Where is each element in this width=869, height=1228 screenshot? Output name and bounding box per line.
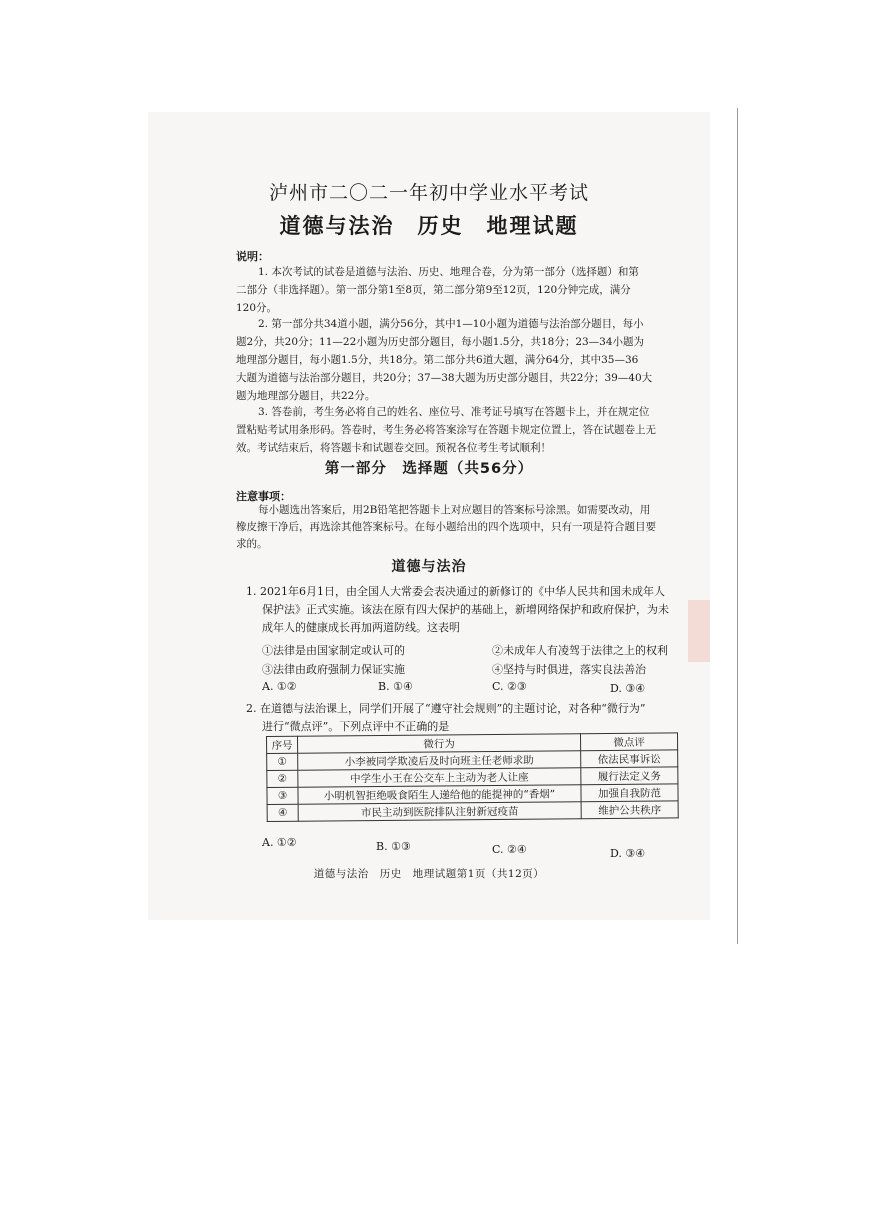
text-line: 求的。 (236, 538, 268, 550)
text-line: 1. 2021年6月1日，由全国人大常委会表决通过的新修订的《中华人民共和国未成年人 (246, 585, 665, 598)
q2-choice-a[interactable]: A. ①② (262, 836, 297, 849)
text-line: 大题为道德与法治部分题目，共20分；37—38大题为历史部分题目，共22分；39—40大 (236, 372, 653, 384)
table-header: 微点评 (580, 733, 677, 751)
text-line: 成年人的健康成长再加两道防线。这表明 (262, 621, 460, 634)
exam-subtitle: 道德与法治 历史 地理试题 (279, 214, 579, 238)
q2-choice-b[interactable]: B. ①③ (376, 840, 411, 853)
exam-title: 泸州市二〇二一年初中学业水平考试 (268, 182, 589, 204)
table-cell: 市民主动到医院排队注射新冠疫苗 (298, 802, 581, 821)
text-line: 2. 在道德与法治课上，同学们开展了“遵守社会规则”的主题讨论，对各种“微行为” (246, 702, 646, 715)
part-one-title: 第一部分 选择题（共56分） (324, 461, 534, 477)
text-line: 保护法》正式实施。该法在原有四大保护的基础上，新增网络保护和政府保护，为未 (262, 603, 669, 616)
q1-choice-b[interactable]: B. ①④ (378, 680, 413, 693)
table-cell: 加强自我防范 (581, 784, 678, 802)
question-1-stem (246, 583, 708, 637)
instruction-paragraph-3 (236, 403, 706, 457)
table-cell: 小李被同学欺凌后及时向班主任老师求助 (298, 751, 581, 770)
page-footer: 道德与法治 历史 地理试题第1页（共12页） (313, 868, 545, 880)
table-cell: ③ (267, 787, 298, 804)
q1-choice-d[interactable]: D. ③④ (610, 682, 646, 695)
table-cell: ② (267, 770, 298, 787)
notice-heading: 注意事项： (236, 490, 291, 503)
table-cell: 维护公共秩序 (581, 801, 678, 819)
instruction-paragraph-1 (236, 263, 706, 317)
text-line: 120分。 (236, 302, 278, 314)
q1-choice-a[interactable]: A. ①② (262, 680, 297, 693)
section-title: 道德与法治 (391, 559, 467, 575)
q2-behavior-table (266, 732, 679, 822)
text-line: 地理部分题目，每小题1.5分，共18分。第二部分共6道大题，满分64分，其中35—36 (236, 354, 639, 366)
table-cell: 中学生小王在公交车上主动为老人让座 (298, 768, 581, 787)
q1-statement-2: ②未成年人有凌驾于法律之上的权利 (492, 644, 668, 657)
text-line: 3. 答卷前，考生务必将自己的姓名、座位号、准考证号填写在答题卡上，并在规定位 (258, 406, 650, 418)
table-row (267, 801, 678, 822)
q1-choice-c[interactable]: C. ②③ (492, 680, 527, 693)
q2-choice-c[interactable]: C. ②④ (492, 843, 527, 856)
q1-statement-1: ①法律是由国家制定或认可的 (262, 644, 405, 657)
table-cell: ④ (267, 804, 298, 821)
text-line: 二部分（非选择题）。第一部分第1至8页，第二部分第9至12页，120分钟完成，满分 (236, 284, 631, 296)
instruction-paragraph-2 (236, 315, 706, 405)
text-line: 每小题选出答案后，用2B铅笔把答题卡上对应题目的答案标号涂黑。如需要改动，用 (258, 504, 651, 516)
text-line: 1. 本次考试的试卷是道德与法治、历史、地理合卷，分为第一部分（选择题）和第 (258, 266, 639, 278)
table-cell: ① (267, 753, 298, 770)
table-cell: 小明机智拒绝吸食陌生人递给他的能提神的“香烟” (298, 785, 581, 804)
table-header: 微行为 (298, 734, 581, 753)
table-header: 序号 (267, 736, 298, 753)
text-line: 置粘贴考试用条形码。答卷时，考生务必将答案涂写在答题卡规定位置上，答在试题卷上无 (236, 424, 656, 436)
question-2-stem (246, 700, 708, 736)
instructions-heading: 说明： (236, 250, 269, 263)
table-cell: 依法民事诉讼 (581, 750, 678, 768)
q1-statement-4: ④坚持与时俱进，落实良法善治 (492, 663, 646, 676)
text-line: 题2分，共20分；11—22小题为历史部分题目，每小题1.5分，共18分；23—34小题为 (236, 336, 645, 348)
text-line: 题为地理部分题目，共22分。 (236, 390, 376, 402)
text-line: 进行“微点评”。下列点评中不正确的是 (262, 720, 450, 733)
q1-statement-3: ③法律由政府强制力保证实施 (262, 663, 405, 676)
notice-paragraph (236, 502, 708, 553)
q2-choice-d[interactable]: D. ③④ (610, 847, 646, 860)
text-line: 2. 第一部分共34道小题，满分56分，其中1—10小题为道德与法治部分题目，每小 (258, 318, 644, 330)
page-edge-line (737, 108, 738, 944)
table-cell: 履行法定义务 (581, 767, 678, 785)
text-line: 橡皮擦干净后，再选涂其他答案标号。在每小题给出的四个选项中，只有一项是符合题目要 (236, 521, 656, 533)
text-line: 效。考试结束后，将答题卡和试题卷交回。预祝各位考生考试顺利！ (236, 442, 551, 454)
